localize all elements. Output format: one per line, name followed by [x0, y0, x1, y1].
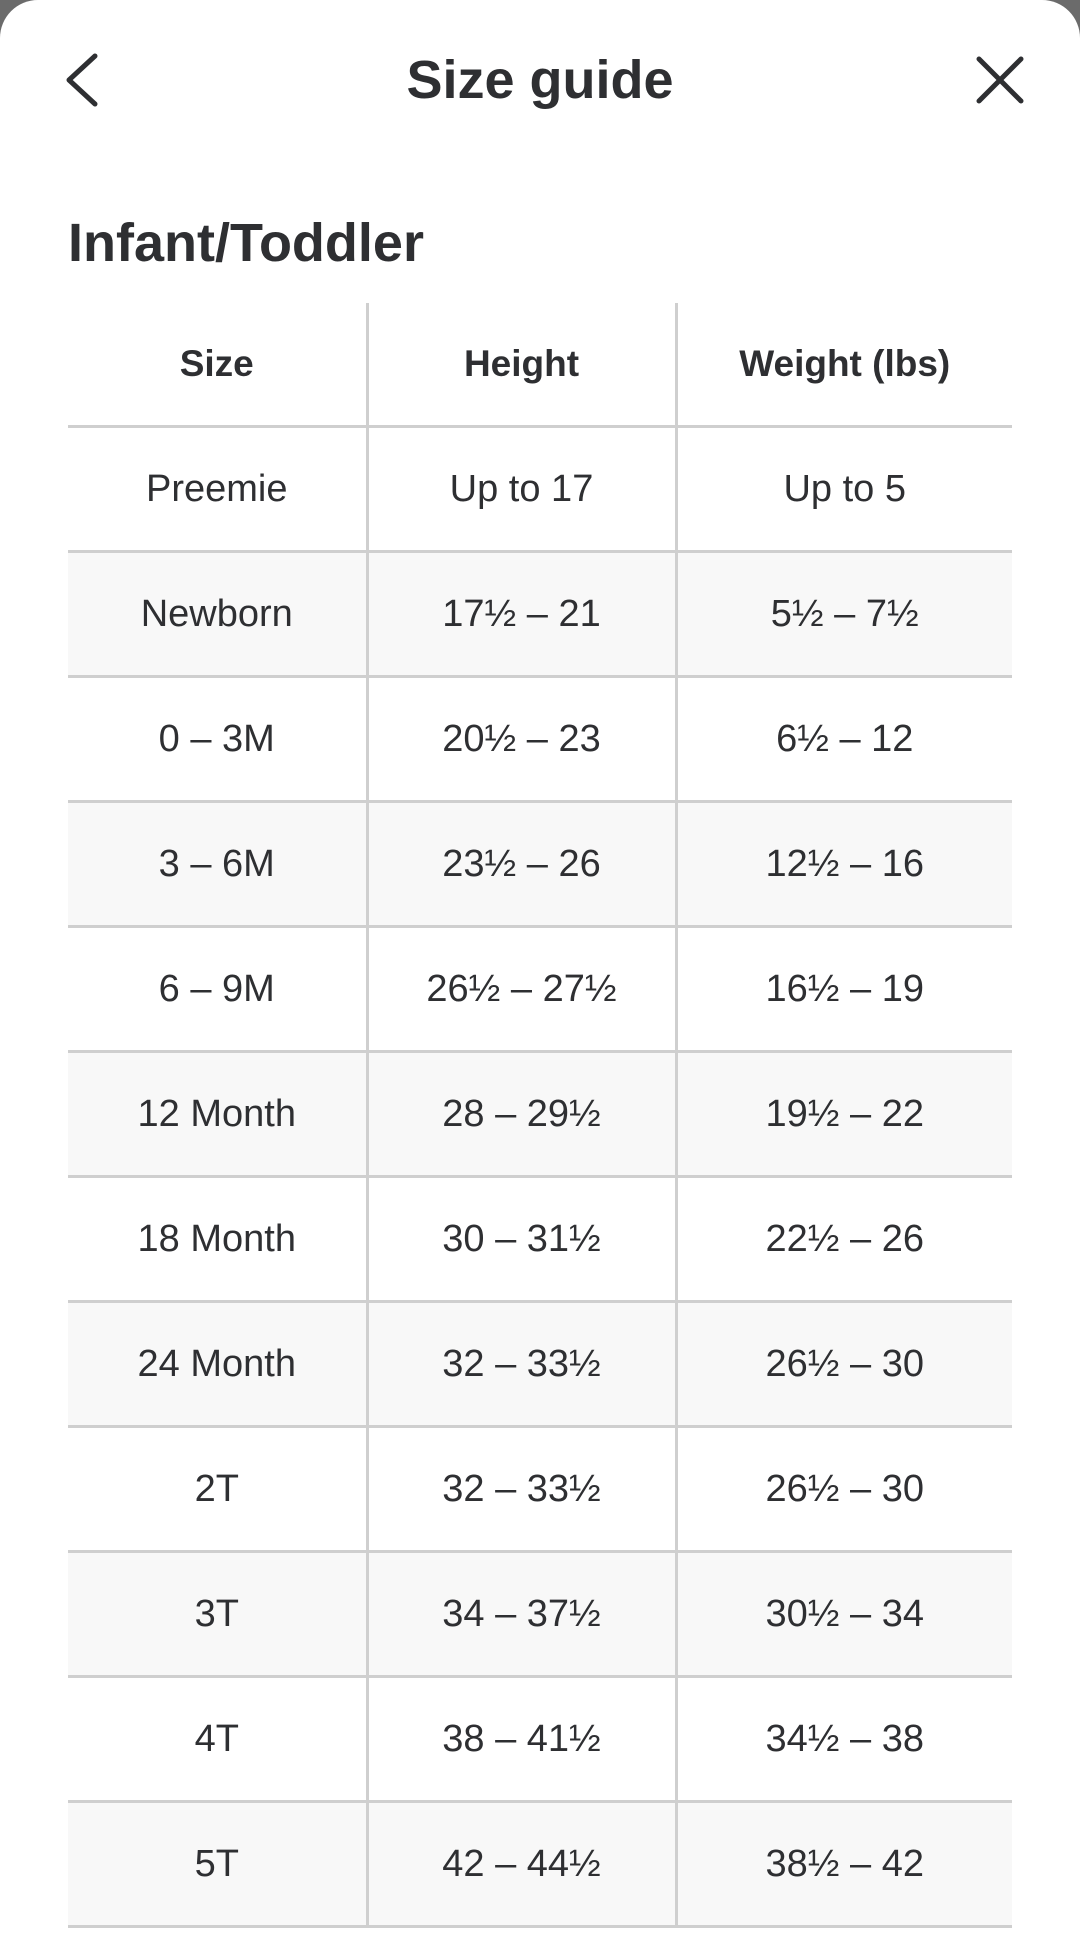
cell-weight: 5½ – 7½	[676, 552, 1012, 677]
close-button[interactable]	[964, 42, 1036, 118]
cell-weight: 26½ – 30	[676, 1427, 1012, 1552]
column-header-weight: Weight (lbs)	[676, 303, 1012, 427]
header	[0, 0, 1080, 160]
table-row	[68, 1302, 1012, 1427]
cell-weight: 30½ – 34	[676, 1552, 1012, 1677]
table-row	[68, 677, 1012, 802]
cell-height: 23½ – 26	[367, 802, 676, 927]
table-row	[68, 1052, 1012, 1177]
close-icon	[975, 55, 1025, 105]
cell-size: 5T	[68, 1802, 367, 1927]
table-row	[68, 1552, 1012, 1677]
cell-height: 34 – 37½	[367, 1552, 676, 1677]
cell-weight: 22½ – 26	[676, 1177, 1012, 1302]
cell-weight: 6½ – 12	[676, 677, 1012, 802]
cell-size: 12 Month	[68, 1052, 367, 1177]
cell-weight: 38½ – 42	[676, 1802, 1012, 1927]
page-title: Size guide	[406, 50, 674, 110]
size-table	[68, 303, 1012, 1928]
cell-weight: 19½ – 22	[676, 1052, 1012, 1177]
table-row	[68, 427, 1012, 552]
cell-size: 24 Month	[68, 1302, 367, 1427]
cell-size: 3 – 6M	[68, 802, 367, 927]
cell-weight: 16½ – 19	[676, 927, 1012, 1052]
cell-size: 6 – 9M	[68, 927, 367, 1052]
cell-size: Preemie	[68, 427, 367, 552]
cell-height: 32 – 33½	[367, 1302, 676, 1427]
cell-height: 32 – 33½	[367, 1427, 676, 1552]
table-row	[68, 1802, 1012, 1927]
cell-size: 2T	[68, 1427, 367, 1552]
chevron-left-icon	[61, 50, 101, 110]
cell-height: 38 – 41½	[367, 1677, 676, 1802]
cell-weight: 26½ – 30	[676, 1302, 1012, 1427]
back-button[interactable]	[46, 42, 116, 118]
cell-height: 17½ – 21	[367, 552, 676, 677]
cell-weight: 12½ – 16	[676, 802, 1012, 927]
cell-size: 18 Month	[68, 1177, 367, 1302]
cell-size: 0 – 3M	[68, 677, 367, 802]
cell-height: 26½ – 27½	[367, 927, 676, 1052]
table-row	[68, 552, 1012, 677]
cell-size: 4T	[68, 1677, 367, 1802]
table-row	[68, 802, 1012, 927]
section-heading: Infant/Toddler	[68, 213, 424, 273]
cell-height: 30 – 31½	[367, 1177, 676, 1302]
column-header-size: Size	[68, 303, 367, 427]
table-row	[68, 1177, 1012, 1302]
cell-size: 3T	[68, 1552, 367, 1677]
cell-size: Newborn	[68, 552, 367, 677]
cell-height: 20½ – 23	[367, 677, 676, 802]
table-row	[68, 1427, 1012, 1552]
column-header-height: Height	[367, 303, 676, 427]
table-header-row	[68, 303, 1012, 427]
cell-weight: Up to 5	[676, 427, 1012, 552]
cell-height: 42 – 44½	[367, 1802, 676, 1927]
cell-height: 28 – 29½	[367, 1052, 676, 1177]
table-row	[68, 1677, 1012, 1802]
cell-height: Up to 17	[367, 427, 676, 552]
cell-weight: 34½ – 38	[676, 1677, 1012, 1802]
table-row	[68, 927, 1012, 1052]
